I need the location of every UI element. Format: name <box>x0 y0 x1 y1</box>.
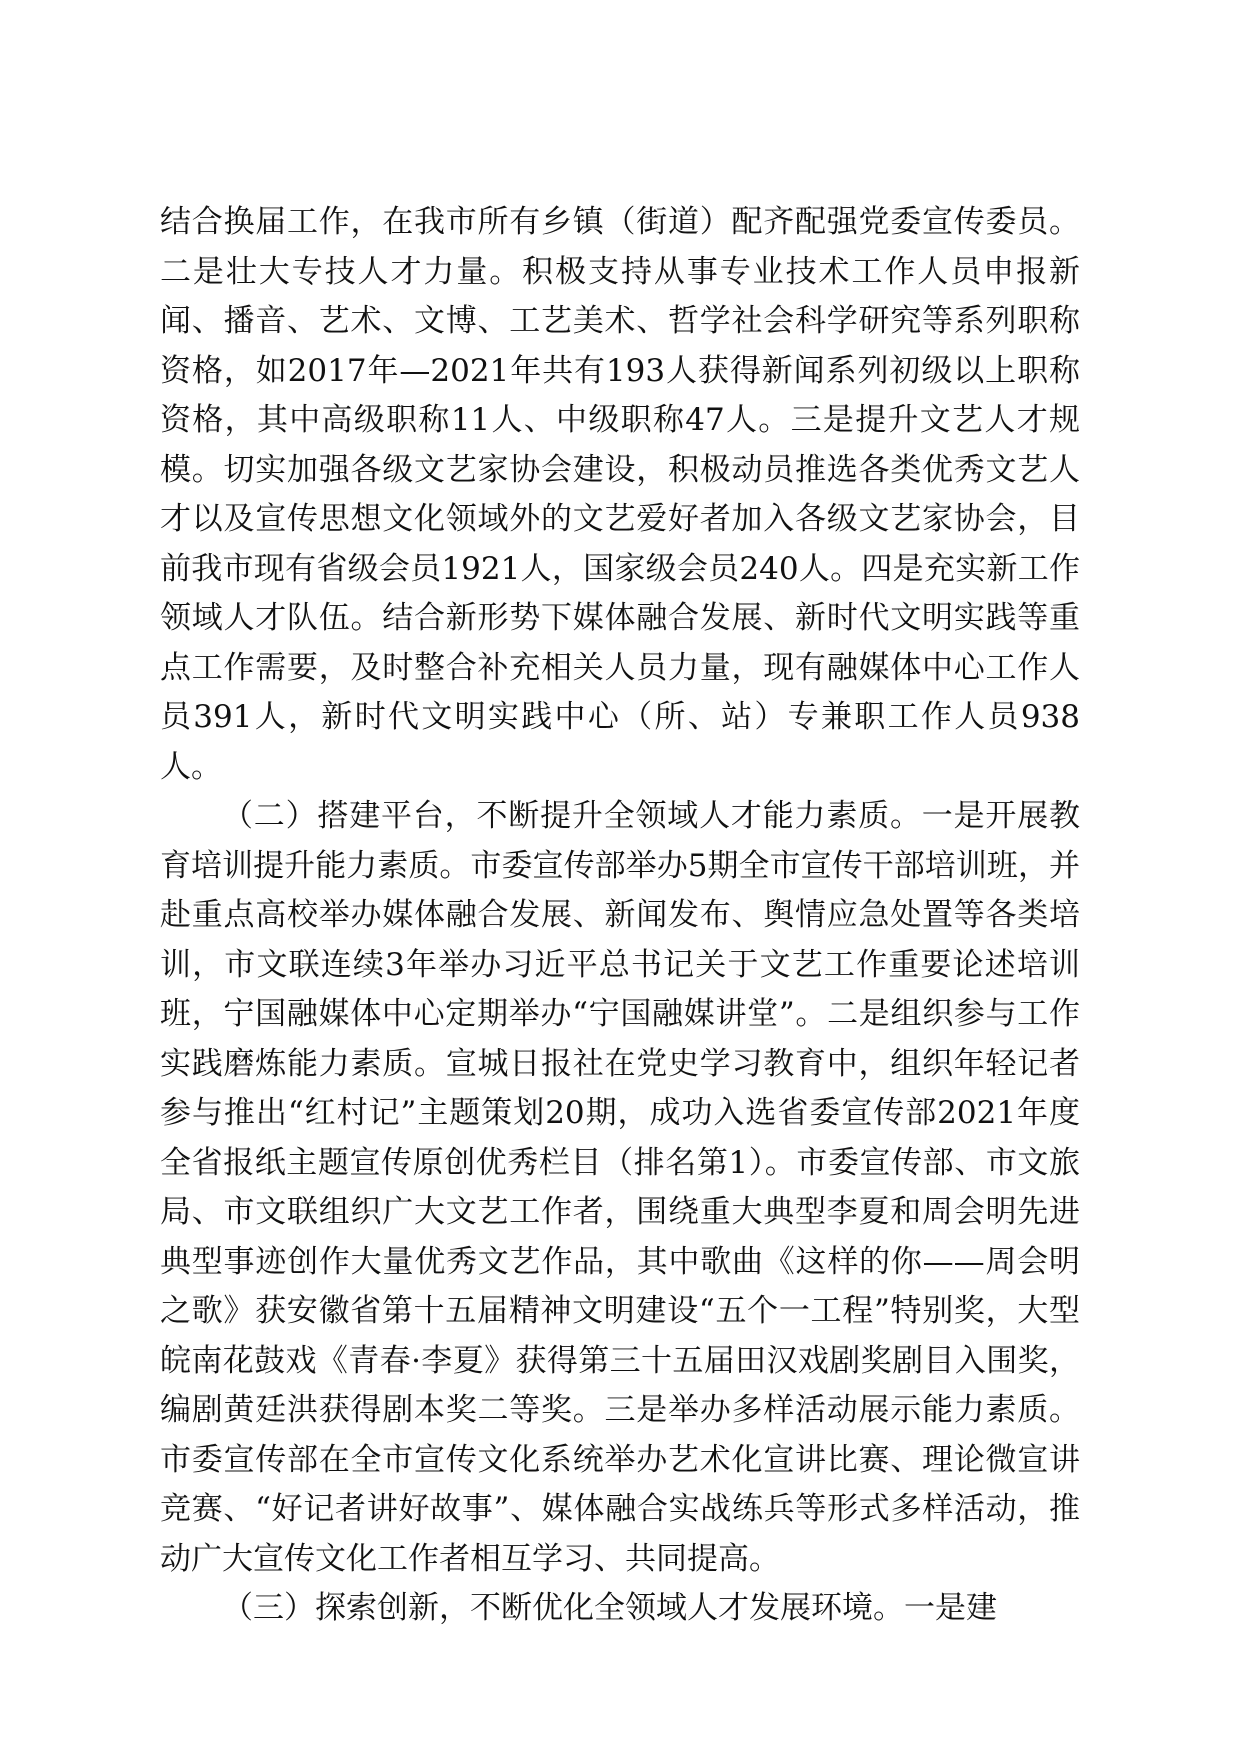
paragraph-2: （二）搭建平台，不断提升全领域人才能力素质。一是开展教育培训提升能力素质。市委宣传部举办5期全市宣传干部培训班，并赴重点高校举办媒体融合发展、新闻发布、舆情应急处置等各类培训，市文联连续3年举办习近平总书记关于文艺工作重要论述培训班，宁国融媒体中心定期举办“宁国融媒讲堂”。二是组织参与工作实践磨炼能力素质。宣城日报社在党史学习教育中，组织年轻记者参与推出“红村记”主题策划20期，成功入选省委宣传部2021年度全省报纸主题宣传原创优秀栏目（排名第1）。市委宣传部、市文旅局、市文联组织广大文艺工作者，围绕重大典型李夏和周会明先进典型事迹创作大量优秀文艺作品，其中歌曲《这样的你——周会明之歌》获安徽省第十五届精神文明建设“五个一工程”特别奖，大型皖南花鼓戏《青春·李夏》获得第三十五届田汉戏剧奖剧目入围奖，编剧黄廷洪获得剧本奖二等奖。三是举办多样活动展示能力素质。市委宣传部在全市宣传文化系统举办艺术化宣讲比赛、理论微宣讲竞赛、“好记者讲好故事”、媒体融合实战练兵等形式多样活动，推动广大宣传文化工作者相互学习、共同提高。 <box>160 798 1080 1577</box>
document-body <box>160 198 1080 1634</box>
paragraph-1: 结合换届工作，在我市所有乡镇（街道）配齐配强党委宣传委员。二是壮大专技人才力量。积极支持从事专业技术工作人员申报新闻、播音、艺术、文博、工艺美术、哲学社会科学研究等系列职称资格，如2017年—2021年共有193人获得新闻系列初级以上职称资格，其中高级职称11人、中级职称47人。三是提升文艺人才规模。切实加强各级文艺家协会建设，积极动员推选各类优秀文艺人才以及宣传思想文化领域外的文艺爱好者加入各级文艺家协会，目前我市现有省级会员1921人，国家级会员240人。四是充实新工作领域人才队伍。结合新形势下媒体融合发展、新时代文明实践等重点工作需要，及时整合补充相关人员力量，现有融媒体中心工作人员391人，新时代文明实践中心（所、站）专兼职工作人员938人。 <box>160 204 1080 785</box>
paragraph-3: （三）探索创新，不断优化全领域人才发展环境。一是建 <box>222 1590 997 1626</box>
